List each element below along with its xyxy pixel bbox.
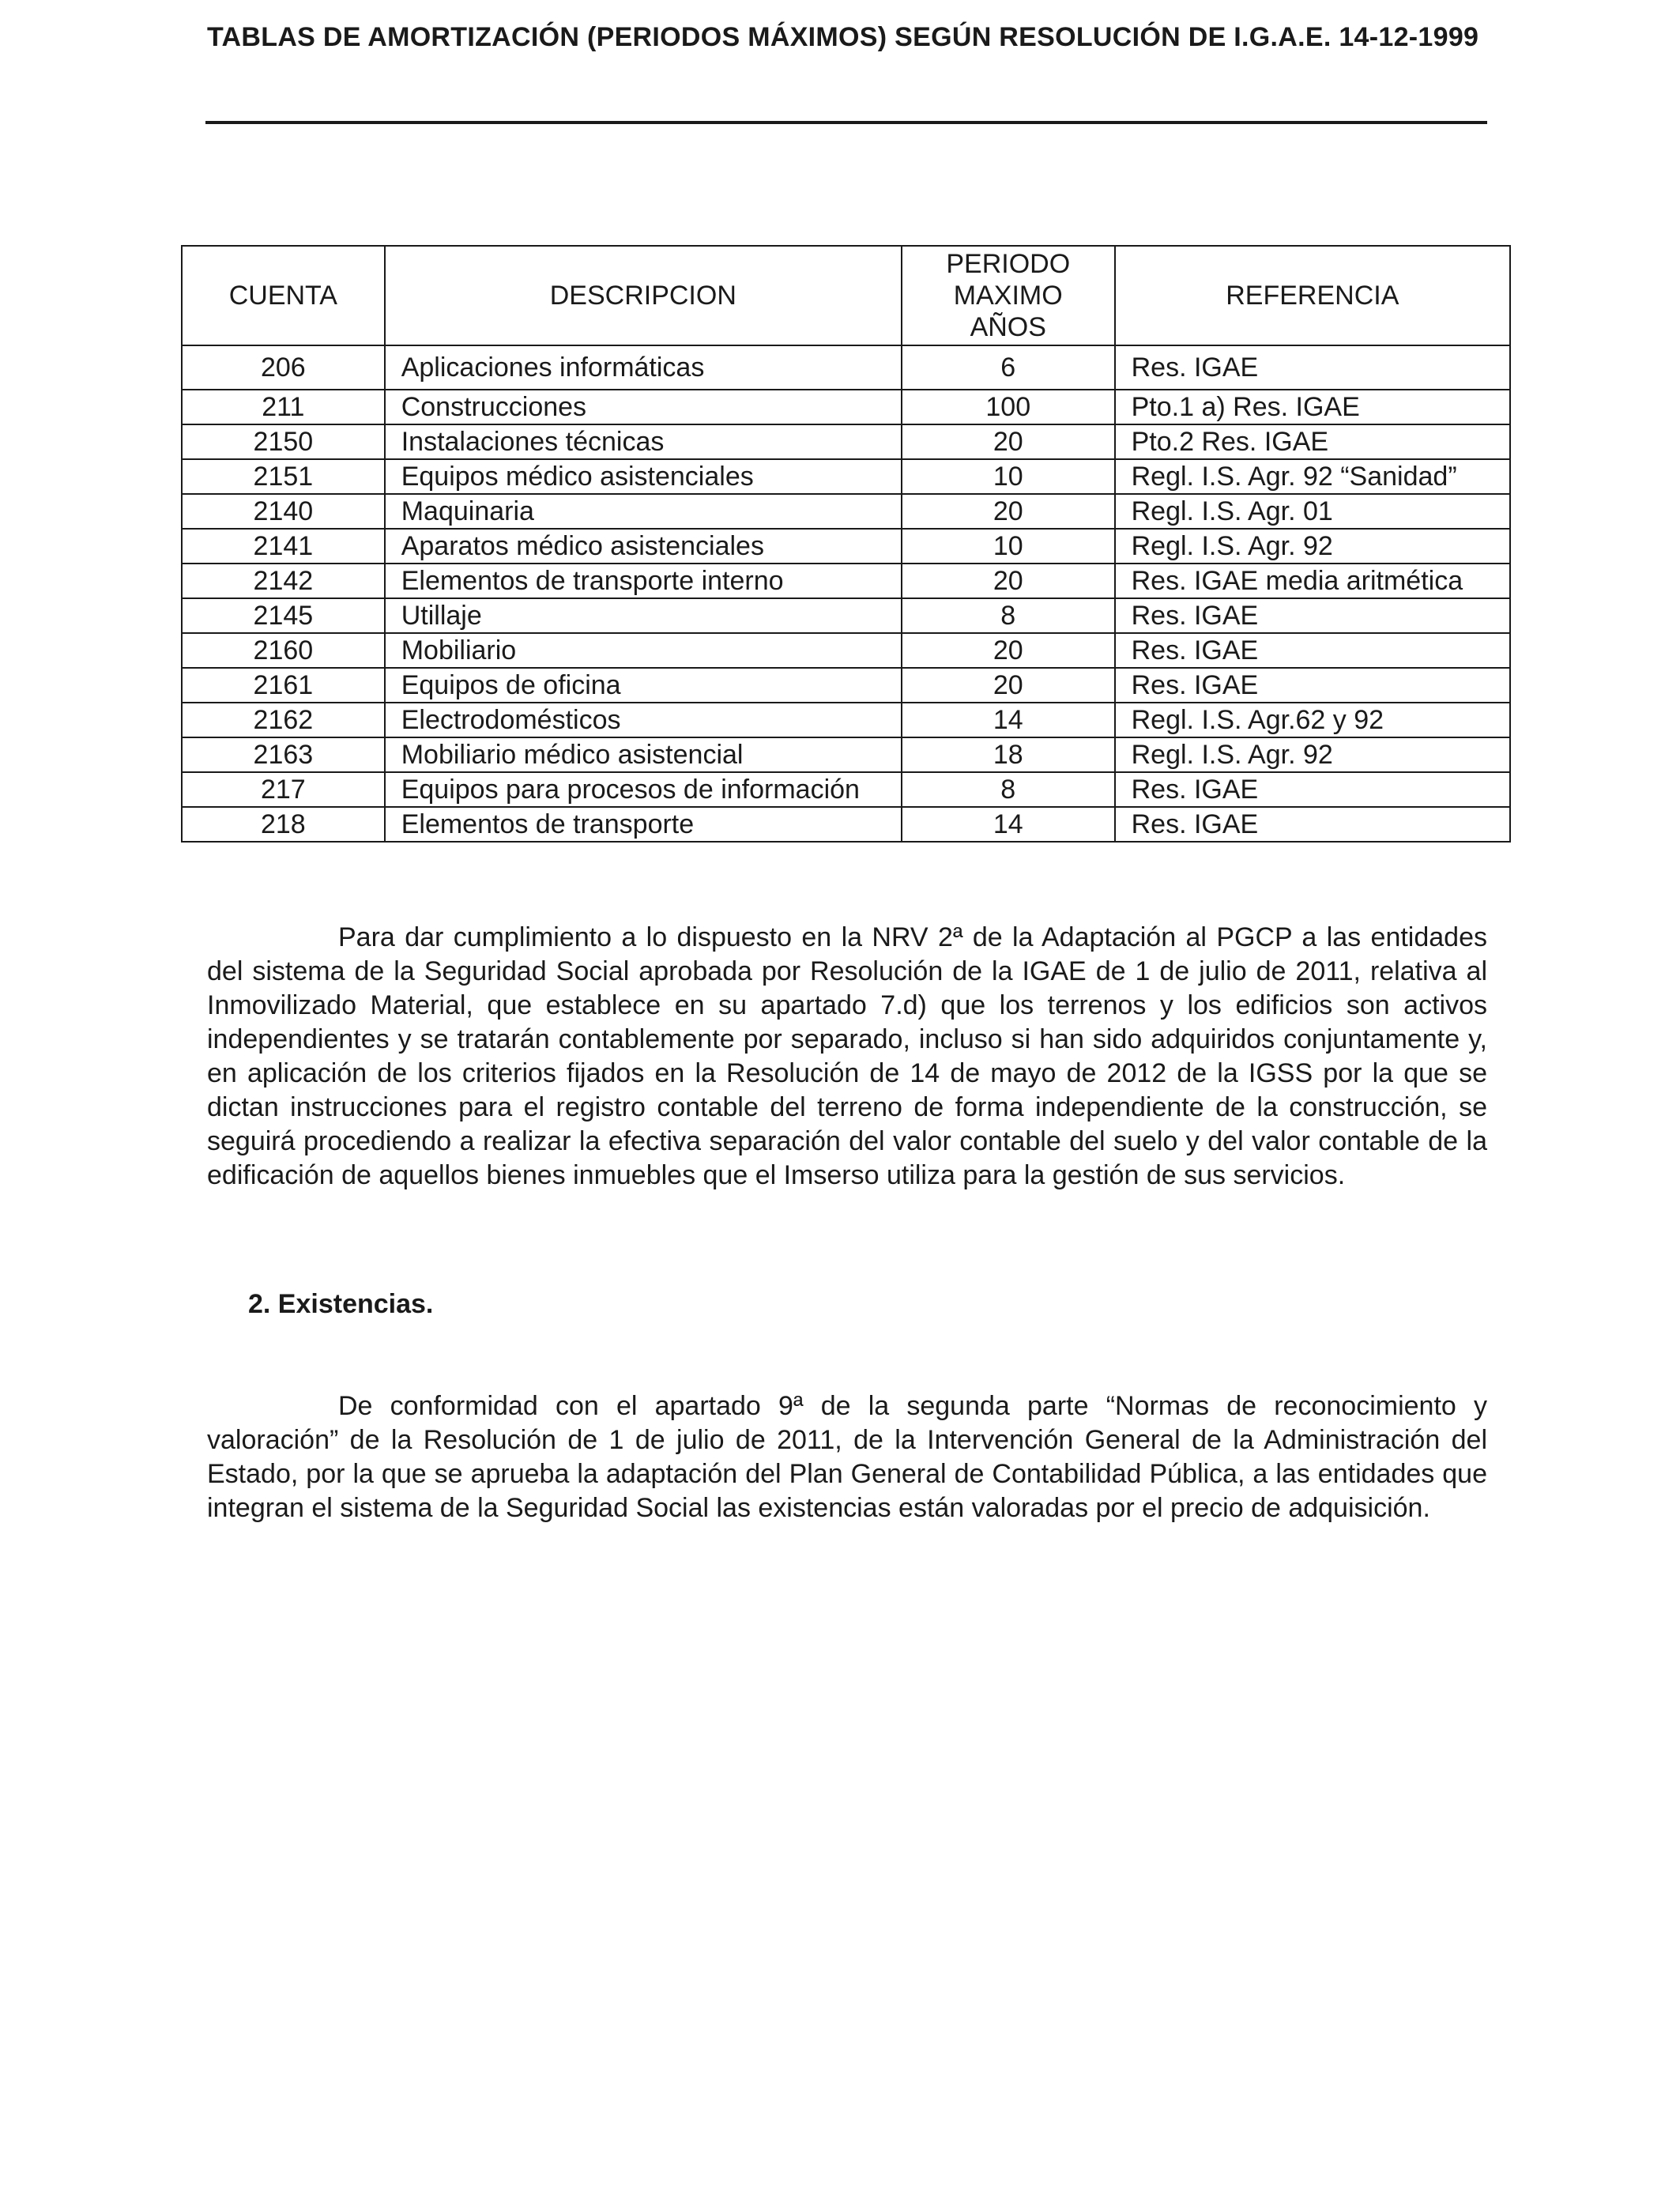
table-row <box>182 390 1510 424</box>
section-heading-existencias: 2. Existencias. <box>248 1289 434 1319</box>
cell-periodo: 20 <box>902 564 1115 598</box>
cell-cuenta: 211 <box>182 390 385 424</box>
cell-descripcion: Aparatos médico asistenciales <box>385 529 902 564</box>
cell-periodo: 14 <box>902 807 1115 842</box>
cell-periodo: 18 <box>902 737 1115 772</box>
cell-cuenta: 2163 <box>182 737 385 772</box>
header-descripcion: DESCRIPCION <box>385 246 902 345</box>
cell-descripcion: Mobiliario médico asistencial <box>385 737 902 772</box>
table-row <box>182 703 1510 737</box>
cell-descripcion: Maquinaria <box>385 494 902 529</box>
table-row <box>182 807 1510 842</box>
header-periodo-line1: PERIODO <box>946 249 1071 279</box>
cell-referencia: Res. IGAE <box>1115 633 1510 668</box>
cell-referencia: Regl. I.S. Agr. 01 <box>1115 494 1510 529</box>
table-row <box>182 345 1510 390</box>
cell-cuenta: 2161 <box>182 668 385 703</box>
cell-cuenta: 2150 <box>182 424 385 459</box>
cell-descripcion: Equipos para procesos de información <box>385 772 902 807</box>
cell-cuenta: 2140 <box>182 494 385 529</box>
page-title: TABLAS DE AMORTIZACIÓN (PERIODOS MÁXIMOS) SEGÚN RESOLUCIÓN DE I.G.A.E. 14-12-1999 <box>207 22 1479 52</box>
table-row <box>182 494 1510 529</box>
cell-descripcion: Construcciones <box>385 390 902 424</box>
table-row <box>182 737 1510 772</box>
cell-descripcion: Aplicaciones informáticas <box>385 345 902 390</box>
cell-cuenta: 2162 <box>182 703 385 737</box>
cell-cuenta: 2160 <box>182 633 385 668</box>
table-header-row <box>182 246 1510 345</box>
cell-descripcion: Instalaciones técnicas <box>385 424 902 459</box>
cell-cuenta: 217 <box>182 772 385 807</box>
cell-cuenta: 218 <box>182 807 385 842</box>
cell-descripcion: Equipos médico asistenciales <box>385 459 902 494</box>
cell-referencia: Regl. I.S. Agr. 92 <box>1115 529 1510 564</box>
table-row <box>182 668 1510 703</box>
cell-periodo: 20 <box>902 424 1115 459</box>
paragraph-existencias-text: De conformidad con el apartado 9ª de la segunda parte “Normas de reconocimiento y valoración” de la Resolución de 1 de julio de 2011, de la Intervención General de la Administración del Estado, por la que se aprueba la adaptación del Plan General de Contabilidad Pública, a las entidades que integran el sistema de la Seguridad Social las existencias están valoradas por el precio de adquisición. <box>207 1391 1487 1523</box>
cell-referencia: Res. IGAE <box>1115 345 1510 390</box>
table-row <box>182 564 1510 598</box>
cell-referencia: Regl. I.S. Agr. 92 “Sanidad” <box>1115 459 1510 494</box>
cell-periodo: 10 <box>902 459 1115 494</box>
cell-descripcion: Elementos de transporte interno <box>385 564 902 598</box>
cell-referencia: Pto.2 Res. IGAE <box>1115 424 1510 459</box>
table-row <box>182 772 1510 807</box>
cell-periodo: 6 <box>902 345 1115 390</box>
header-periodo-line3: AÑOS <box>970 312 1046 342</box>
cell-referencia: Res. IGAE <box>1115 772 1510 807</box>
table-row <box>182 633 1510 668</box>
table-row <box>182 529 1510 564</box>
paragraph-inmovilizado-text: Para dar cumplimiento a lo dispuesto en la NRV 2ª de la Adaptación al PGCP a las entidades del sistema de la Seguridad Social aprobada por Resolución de la IGAE de 1 de julio de 2011, relativa al Inmovilizado Material, que establece en su apartado 7.d) que los terrenos y los edificios son activos independientes y se tratarán contablemente por separado, incluso si han sido adquiridos conjuntamente y, en aplicación de los criterios fijados en la Resolución de 14 de mayo de 2012 de la IGSS por la que se dictan instrucciones para el registro contable del terreno de forma independiente de la construcción, se seguirá procediendo a realizar la efectiva separación del valor contable del suelo y del valor contable de la edificación de aquellos bienes inmuebles que el Imserso utiliza para la gestión de sus servicios. <box>207 922 1487 1190</box>
cell-descripcion: Utillaje <box>385 598 902 633</box>
cell-periodo: 8 <box>902 598 1115 633</box>
cell-periodo: 10 <box>902 529 1115 564</box>
cell-descripcion: Mobiliario <box>385 633 902 668</box>
cell-referencia: Regl. I.S. Agr.62 y 92 <box>1115 703 1510 737</box>
table-row <box>182 598 1510 633</box>
cell-descripcion: Equipos de oficina <box>385 668 902 703</box>
cell-periodo: 20 <box>902 668 1115 703</box>
header-referencia: REFERENCIA <box>1115 246 1510 345</box>
cell-descripcion: Electrodomésticos <box>385 703 902 737</box>
cell-periodo: 100 <box>902 390 1115 424</box>
table-body <box>182 345 1510 842</box>
cell-referencia: Res. IGAE <box>1115 807 1510 842</box>
cell-descripcion: Elementos de transporte <box>385 807 902 842</box>
cell-referencia: Pto.1 a) Res. IGAE <box>1115 390 1510 424</box>
cell-periodo: 8 <box>902 772 1115 807</box>
table-row <box>182 424 1510 459</box>
amortization-table <box>181 245 1511 843</box>
header-cuenta: CUENTA <box>182 246 385 345</box>
cell-referencia: Regl. I.S. Agr. 92 <box>1115 737 1510 772</box>
cell-periodo: 20 <box>902 633 1115 668</box>
cell-cuenta: 206 <box>182 345 385 390</box>
cell-periodo: 20 <box>902 494 1115 529</box>
header-periodo <box>902 246 1115 345</box>
paragraph-inmovilizado <box>207 921 1487 1193</box>
cell-referencia: Res. IGAE <box>1115 598 1510 633</box>
table-row <box>182 459 1510 494</box>
cell-periodo: 14 <box>902 703 1115 737</box>
paragraph-existencias <box>207 1389 1487 1525</box>
cell-cuenta: 2141 <box>182 529 385 564</box>
header-periodo-line2: MAXIMO <box>953 281 1063 311</box>
cell-cuenta: 2145 <box>182 598 385 633</box>
cell-referencia: Res. IGAE media aritmética <box>1115 564 1510 598</box>
title-rule <box>205 121 1487 124</box>
cell-cuenta: 2151 <box>182 459 385 494</box>
cell-cuenta: 2142 <box>182 564 385 598</box>
cell-referencia: Res. IGAE <box>1115 668 1510 703</box>
